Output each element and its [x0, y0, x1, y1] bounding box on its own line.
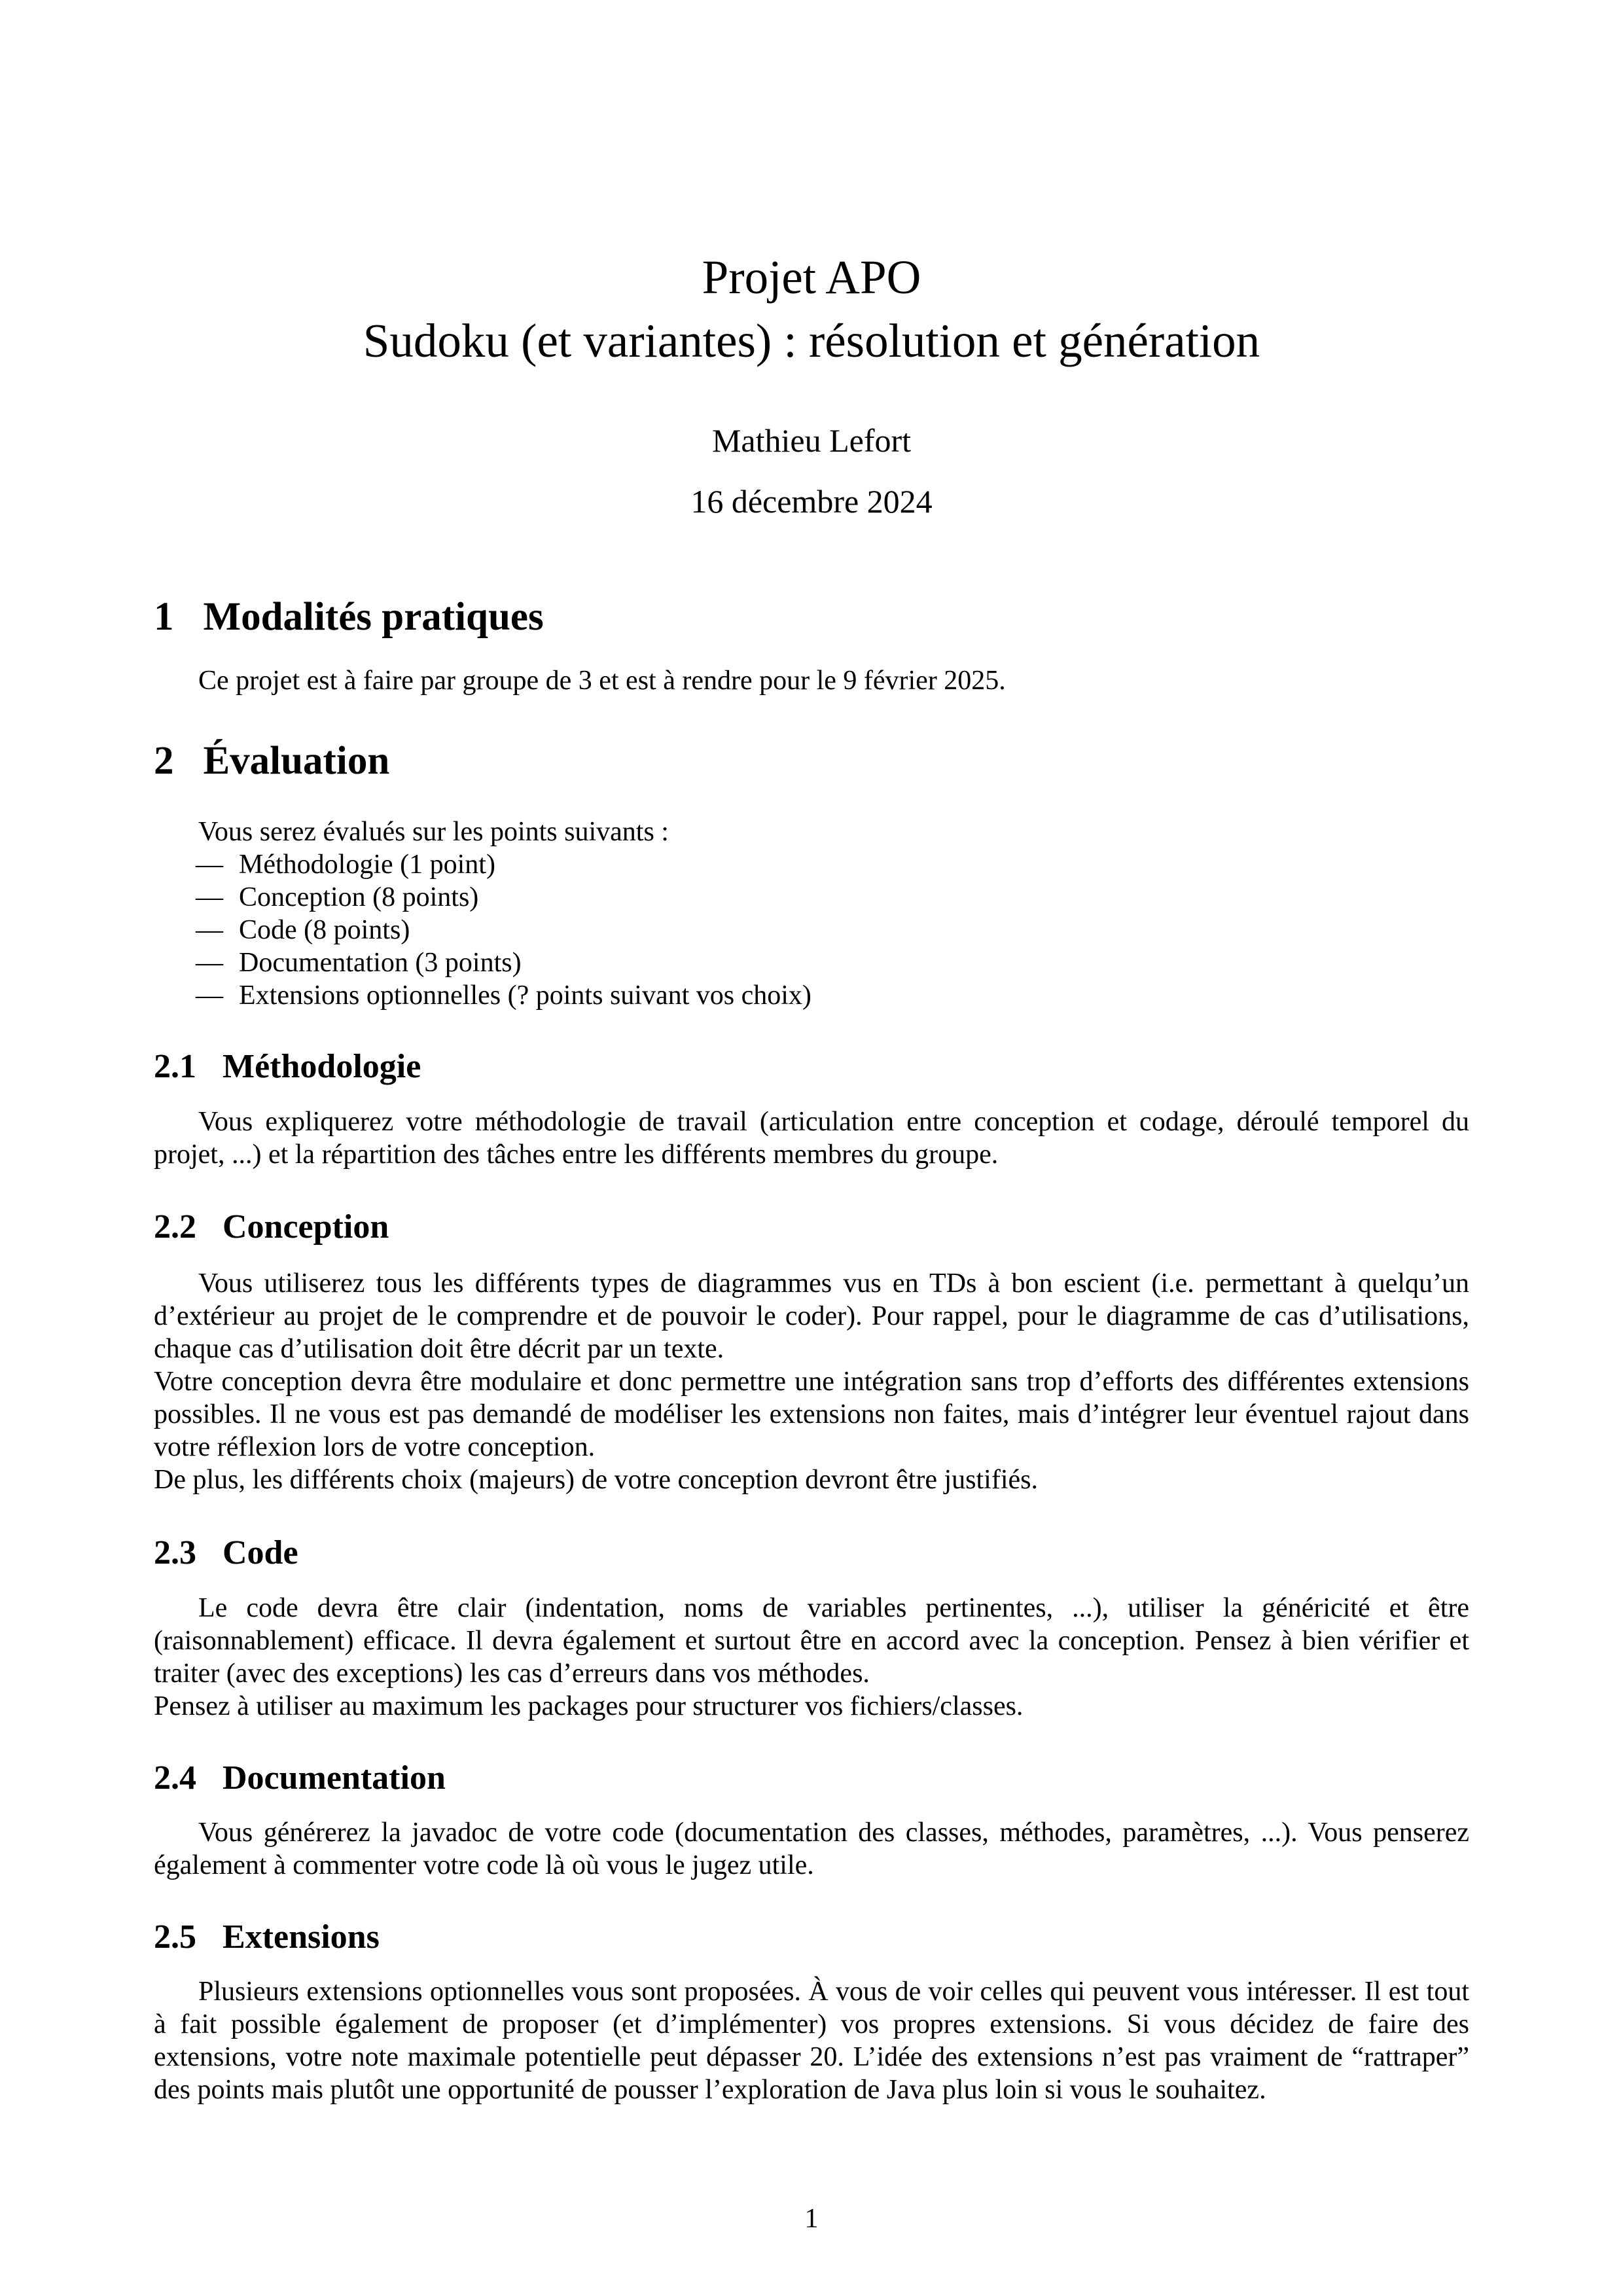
list-item: [154, 946, 1469, 979]
paragraph-conception-2: Votre conception devra être modulaire et donc permettre une intégration sans trop d’efforts des différentes extensions possibles. Il ne vous est pas demandé de modéliser les extensions non faites, mais d’intégrer leur éventuel rajout dans votre réflexion lors de votre conception.: [154, 1367, 1469, 1462]
subsection-number: 2.4: [154, 1759, 196, 1797]
list-item-label: Conception (8 points): [239, 882, 479, 912]
list-item: [154, 848, 1469, 881]
list-item: [154, 914, 1469, 946]
item-dash: —: [196, 980, 223, 1011]
document-author: Mathieu Lefort: [711, 422, 912, 459]
section-title: Modalités pratiques: [203, 595, 544, 639]
list-item-label: Documentation (3 points): [239, 948, 522, 978]
subsection-heading-extensions: [154, 1917, 1469, 1958]
item-dash: —: [196, 850, 223, 880]
section-heading-modalites: [154, 593, 1469, 641]
page-number: 1: [804, 2204, 819, 2234]
subsection-heading-code: [154, 1533, 1469, 1573]
paragraph-modalites: Ce projet est à faire par groupe de 3 et est à rendre pour le 9 février 2025.: [198, 666, 1006, 696]
subsection-title: Méthodologie: [223, 1048, 421, 1085]
section-number: 1: [154, 595, 174, 639]
paragraph-conception-1: Vous utiliserez tous les différents types de diagrammes vus en TDs à bon escient (i.e. permettant à quelqu’un d’extérieur au projet de le comprendre et de pouvoir le coder). Pour rappel, pour le diagramme de cas d’utilisations, chaque cas d’utilisation doit être décrit par un texte.: [154, 1268, 1469, 1364]
section-heading-evaluation: [154, 737, 1469, 785]
document-title-line2: Sudoku (et variantes) : résolution et génération: [363, 314, 1260, 367]
subsection-heading-methodologie: [154, 1047, 1469, 1087]
document-title-line1: Projet APO: [702, 251, 921, 304]
section-number: 2: [154, 739, 174, 783]
subsection-title: Conception: [223, 1208, 389, 1246]
subsection-number: 2.1: [154, 1048, 196, 1085]
subsection-title: Code: [223, 1534, 298, 1571]
evaluation-list: [154, 848, 1469, 1012]
document-content: [0, 245, 1623, 2106]
subsection-title: Extensions: [223, 1918, 380, 1956]
subsection-heading-conception: [154, 1207, 1469, 1247]
list-item-label: Extensions optionnelles (? points suivant vos choix): [239, 980, 812, 1011]
item-dash: —: [196, 948, 223, 978]
paragraph-code-2: Pensez à utiliser au maximum les packages pour structurer vos fichiers/classes.: [154, 1691, 1024, 1721]
subsection-number: 2.3: [154, 1534, 196, 1571]
paragraph-methodologie: Vous expliquerez votre méthodologie de travail (articulation entre conception et codage, déroulé temporel du projet, ...) et la répartition des tâches entre les différents membres du groupe.: [154, 1107, 1469, 1170]
subsection-number: 2.5: [154, 1918, 196, 1956]
paragraph-extensions: Plusieurs extensions optionnelles vous sont proposées. À vous de voir celles qui peuvent vous intéresser. Il est tout à fait possible également de proposer (et d’implémenter) vos propres extensions. Si vous décidez de faire des extensions, votre note maximale potentielle peut dépasser 20. L’idée des extensions n’est pas vraiment de “rattraper” des points mais plutôt une opportunité de pousser l’exploration de Java plus loin si vous le souhaitez.: [154, 1977, 1469, 2105]
paragraph-code-1: Le code devra être clair (indentation, noms de variables pertinentes, ...), utiliser la généricité et être (raisonnablement) efficace. Il devra également et surtout être en accord avec la conception. Pensez à bien vérifier et traiter (avec des exceptions) les cas d’erreurs dans vos méthodes.: [154, 1593, 1469, 1689]
list-item-label: Méthodologie (1 point): [239, 850, 495, 880]
paragraph-evaluation-intro: Vous serez évalués sur les points suivants :: [198, 817, 669, 847]
list-item-label: Code (8 points): [239, 915, 410, 945]
item-dash: —: [196, 915, 223, 945]
document-date: 16 décembre 2024: [690, 483, 933, 520]
list-item: [154, 979, 1469, 1012]
paragraph-conception-3: De plus, les différents choix (majeurs) de votre conception devront être justifiés.: [154, 1465, 1038, 1495]
list-item: [154, 881, 1469, 914]
section-title: Évaluation: [203, 739, 390, 783]
item-dash: —: [196, 882, 223, 912]
subsection-number: 2.2: [154, 1208, 196, 1246]
subsection-heading-documentation: [154, 1758, 1469, 1799]
subsection-title: Documentation: [223, 1759, 446, 1797]
paragraph-documentation: Vous générerez la javadoc de votre code (documentation des classes, méthodes, paramètres, ...). Vous penserez également à commenter votre code là où vous le jugez utile.: [154, 1818, 1469, 1880]
document-title: [154, 245, 1469, 372]
